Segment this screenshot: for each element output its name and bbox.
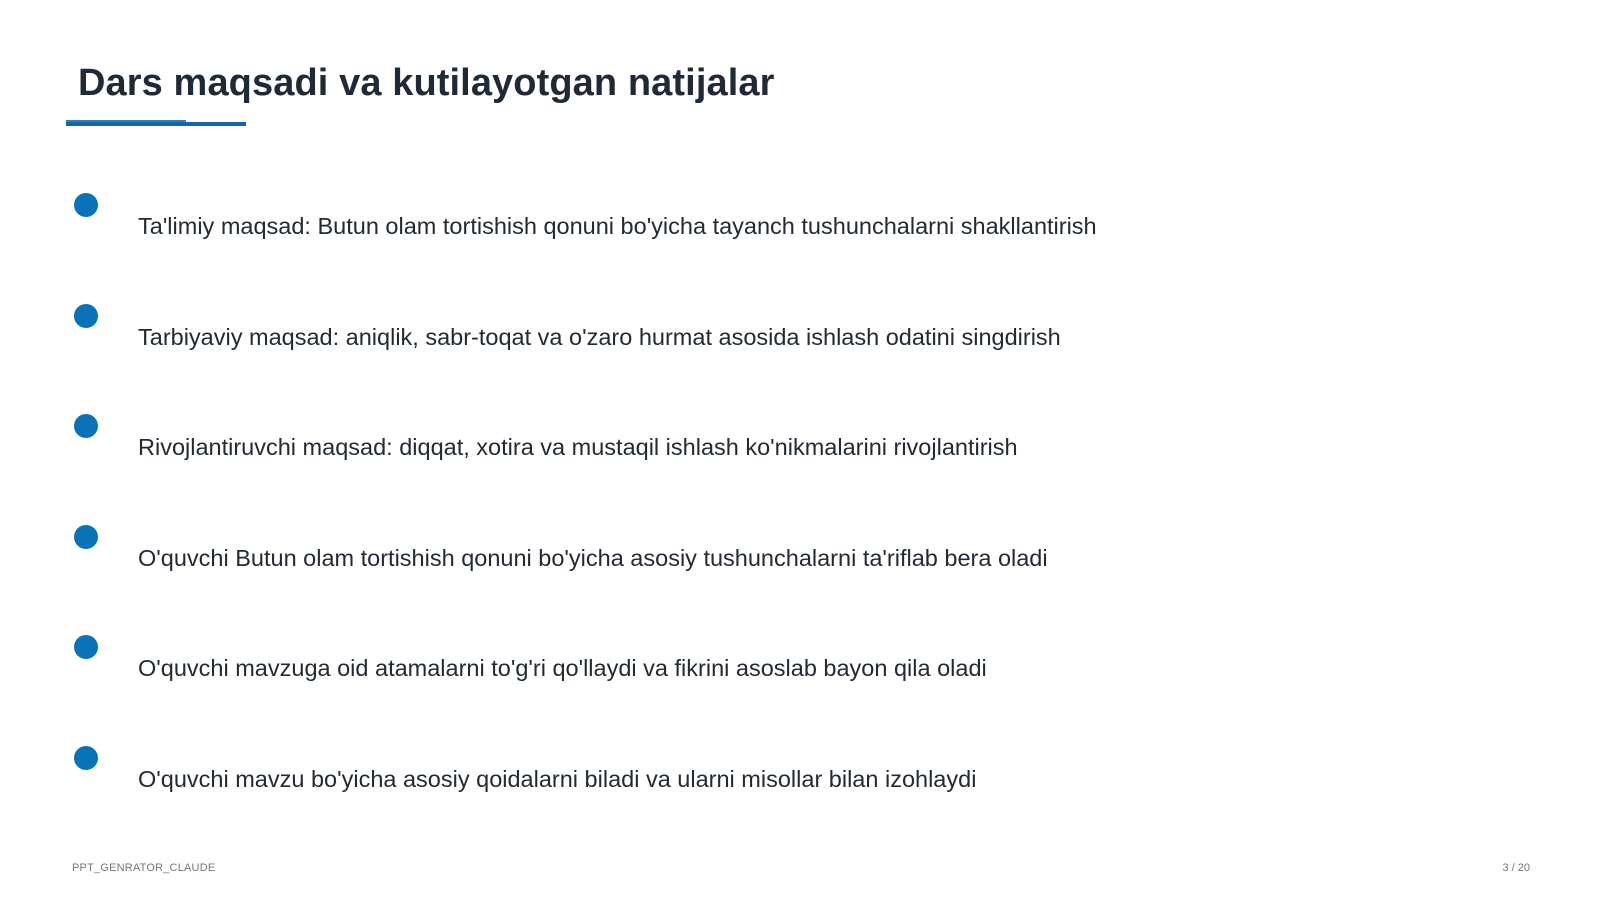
objective-item [0, 193, 1400, 283]
bullet-dot-icon [74, 414, 98, 438]
objective-text: Tarbiyaviy maqsad: aniqlik, sabr-toqat va o'zaro hurmat asosida ishlash odatini singdirish [138, 324, 1061, 350]
bullet-dot-icon [74, 746, 98, 770]
footer-label: PPT_GENRATOR_CLAUDE [72, 862, 216, 874]
title-underline [66, 122, 246, 126]
objective-text: O'quvchi mavzuga oid atamalarni to'g'ri qo'llaydi va fikrini asoslab bayon qila oladi [138, 655, 987, 681]
objective-text: Rivojlantiruvchi maqsad: diqqat, xotira va mustaqil ishlash ko'nikmalarini rivojlantirish [138, 434, 1018, 460]
bullet-dot-icon [74, 635, 98, 659]
objective-item [0, 746, 1400, 836]
slide-title: Dars maqsadi va kutilayotgan natijalar [78, 62, 775, 104]
objective-item [0, 635, 1400, 725]
objective-text: O'quvchi Butun olam tortishish qonuni bo'yicha asosiy tushunchalarni ta'riflab bera oladi [138, 545, 1048, 571]
bullet-dot-icon [74, 193, 98, 217]
page-number: 3 / 20 [1502, 862, 1530, 874]
title-underline-accent [66, 120, 186, 122]
objective-item [0, 525, 1400, 615]
bullet-dot-icon [74, 304, 98, 328]
objective-item [0, 304, 1400, 394]
bullet-dot-icon [74, 525, 98, 549]
objective-item [0, 414, 1400, 504]
objective-text: O'quvchi mavzu bo'yicha asosiy qoidalarni biladi va ularni misollar bilan izohlaydi [138, 766, 977, 792]
objective-text: Ta'limiy maqsad: Butun olam tortishish qonuni bo'yicha tayanch tushunchalarni shakllantirish [138, 213, 1097, 239]
